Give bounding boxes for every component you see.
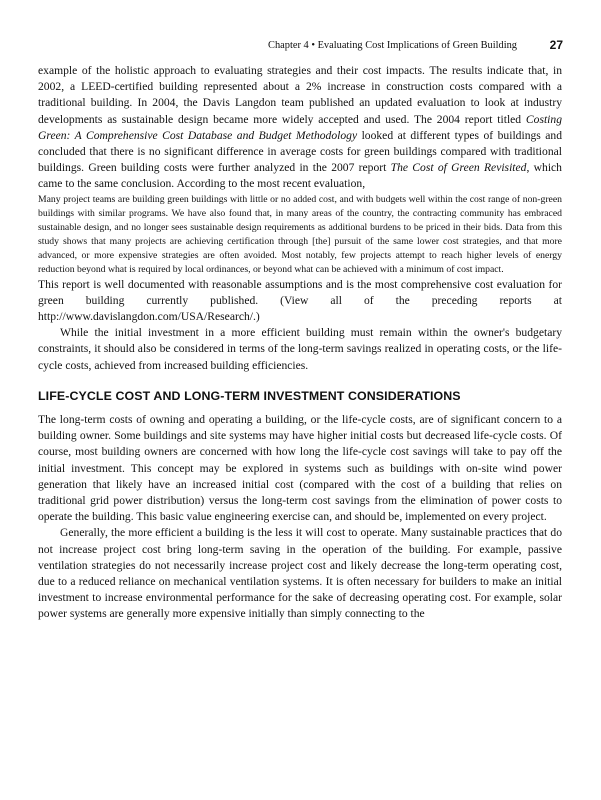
paragraph-1-text-a: example of the holistic approach to evaluating strategies and their cost impacts. The results indicate that, in 2002, a LEED-certified building represented about a 2% increase in construction costs compared with a traditional building. In 2004, the Davis Langdon team published an updated evaluation to look at industry developments as sustainable design became more widely accepted and used. The 2004 report titled	[38, 64, 562, 126]
report-title-2007: The Cost of Green Revisited	[390, 161, 527, 175]
paragraph-4: The long-term costs of owning and operating a building, or the life-cycle costs, are of significant concern to a building owner. Some buildings and site systems may have higher initial costs but decreased life-cycle costs. Of course, most building owners are concerned with how long the life-cycle cost savings will take to pay off the initial investment. This concept may be explored in systems such as buildings with on-site wind power generation that likely have an increased initial cost (compared with the cost of a building that relies on traditional grid power distribution) versus the long-term cost savings from the elimination of power costs to operate the building. This basic value engineering exercise can, and should be, implemented on every project.	[38, 413, 562, 524]
paragraph-1-text-c: , which came to the same conclusion. According to the most recent evaluation,	[38, 161, 562, 191]
separator-bullet: •	[311, 40, 315, 51]
report-title-2004: Costing Green: A Comprehensive Cost Database and Budget Methodology	[38, 112, 562, 142]
block-quote: Many project teams are building green buildings with little or no added cost, and with budgets well within the cost range of non-green buildings with similar programs. We have also found that, in many areas of the country, the contracting community has embraced sustainable design, and no longer sees sustainable design requirements as additional burdens to be priced in their bids. Data from this study shows that many projects are achieving certification through [the] pursuit of the same lower cost strategies, and that more advanced, or more expensive strategies are often avoided. Most notably, few projects attempt to reach higher levels of energy reduction beyond what is required by local ordinances, or beyond what can be achieved with a minimum of cost impact.	[38, 193, 562, 275]
chapter-title: Evaluating Cost Implications of Green Building	[317, 40, 517, 51]
page-body	[38, 63, 562, 623]
section-gap	[38, 374, 562, 388]
running-head	[38, 38, 563, 54]
chapter-label: Chapter 4	[268, 40, 309, 51]
running-head-chapter	[268, 40, 517, 51]
section-heading: LIFE-CYCLE COST AND LONG-TERM INVESTMENT CONSIDERATIONS	[38, 388, 461, 403]
paragraph-3: While the initial investment in a more efficient building must remain within the owner's budgetary constraints, it should also be considered in terms of the long-term savings realized in operating costs, or the life-cycle costs, achieved from increased building efficiencies.	[38, 326, 562, 372]
page-number: 27	[549, 38, 563, 52]
paragraph-5: Generally, the more efficient a building is the less it will cost to operate. Many sustainable practices that do not increase project cost bring long-term saving in the operation of the building. For example, passive ventilation strategies do not necessarily increase project cost and likely decrease the long-term operating cost, due to a reduced reliance on mechanical ventilation systems. It is often necessary for builders to make an initial investment to increase environmental performance for the sake of decreasing operating cost. For example, solar power systems are generally more expensive initially than simply connecting to the	[38, 526, 562, 621]
paragraph-1	[38, 63, 562, 193]
paragraph-2: This report is well documented with reasonable assumptions and is the most comprehensive cost evaluation for green building currently published. (View all of the preceding reports at http://www.davislangdon.com/USA/Research/.)	[38, 277, 562, 324]
paragraph-1-text-b: looked at different types of buildings and concluded that there is no significant difference in average costs for green buildings compared with traditional buildings. Green building costs were further analyzed in the 2007 report	[38, 128, 562, 175]
